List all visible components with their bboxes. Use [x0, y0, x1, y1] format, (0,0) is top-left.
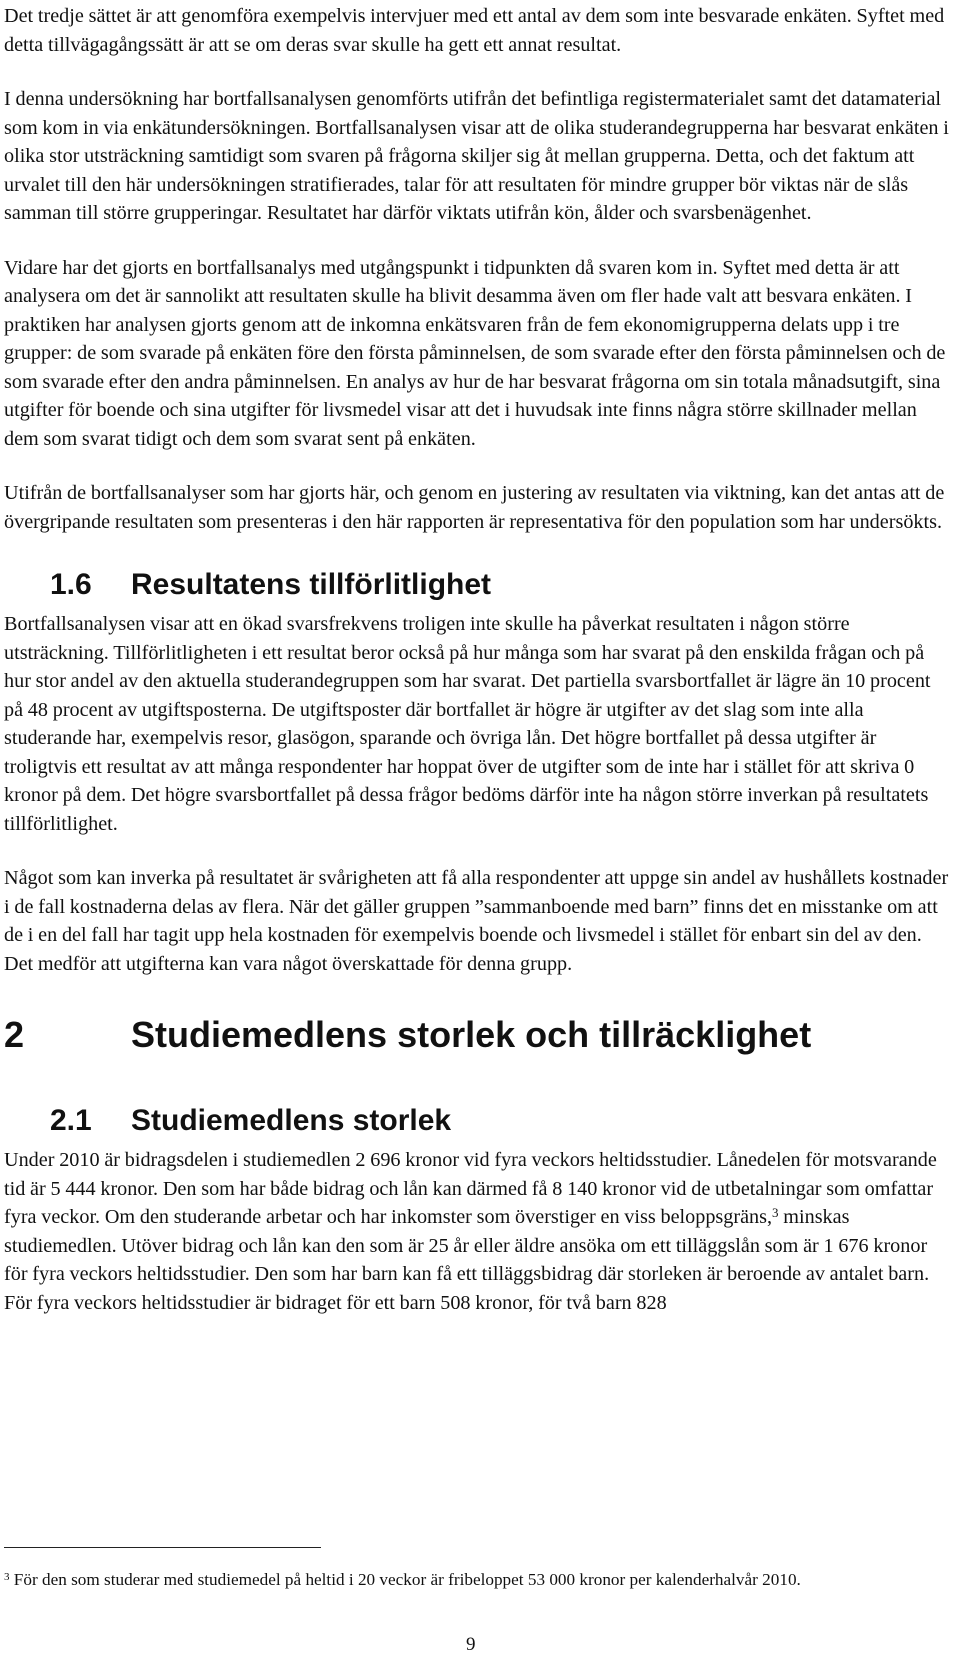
chapter-heading-2	[4, 1012, 952, 1058]
paragraph-reliability: Bortfallsanalysen visar att en ökad svarsfrekvens troligen inte skulle ha påverkat resultaten i någon större utsträckning. Tillförlitligheten i ett resultat beror också på hur många som har svarat på den enskilda frågan och på hur stor andel av den aktuella studerandegruppen som har svarat. Det partiella svarsbortfallet är lägre än 10 procent på 48 procent av utgiftsposterna. De utgiftsposter där bortfallet är högre är utgifter av det slag som inte alla studerande har, exempelvis resor, glasögon, sparande och övriga lån. Det högre bortfallet på dessa utgifter är troligtvis ett resultat av att många respondenter har hoppat över de utgifter som de inte har i stället för att skriva 0 kronor på dem. Det högre svarsbortfallet på dessa frågor bedöms därför inte ha någon större inverkan på resultatets tillförlitlighet.	[4, 613, 931, 835]
paragraph-cohabiting-costs: Något som kan inverka på resultatet är svårigheten att få alla respondenter att uppge sin andel av hushållets kostnader i de fall kostnaderna delas av flera. När det gäller gruppen ”sammanboende med barn” finns det en misstanke om att de i en del fall har tagit upp hela kostnaden för exempelvis boende och livsmedel i stället för enbart sin del av den. Det medför att utgifterna kan vara något överskattade för denna grupp.	[4, 867, 949, 975]
section-heading-1-6	[4, 566, 952, 604]
footnote-reference[interactable]: 3	[772, 1205, 779, 1221]
footnote-marker: 3	[4, 1571, 10, 1584]
footnote	[4, 1567, 884, 1592]
paragraph-text: minskas studiemedlen. Utöver bidrag och lån kan den som är 25 år eller äldre ansöka om ett tilläggslån som är 1 676 kronor för fyra veckors heltidsstudier. Den som har barn kan få ett tilläggsbidrag där storleken är beroende av antalet barn. För fyra veckors heltidsstudier är bidraget för ett barn 508 kronor, för två barn 828	[4, 1206, 930, 1314]
paragraph-text: Under 2010 är bidragsdelen i studiemedlen 2 696 kronor vid fyra veckors heltidsstudier. Lånedelen för motsvarande tid är 5 444 kronor. Den som har både bidrag och lån kan därmed få 8 140 kronor vid de utbetalningar som omfattar fyra veckor. Om den studerande arbetar och har inkomster som överstiger en viss beloppsgräns,	[4, 1149, 937, 1228]
page-number: 9	[466, 1634, 476, 1655]
footnote-divider	[4, 1547, 321, 1548]
section-title: Resultatens tillförlitlighet	[131, 568, 492, 601]
footnote-text: För den som studerar med studiemedel på heltid i 20 veckor är fribeloppet 53 000 kronor per kalenderhalvår 2010.	[9, 1570, 801, 1589]
section-number: 1.6	[50, 568, 92, 601]
paragraph-response-time-analysis: Vidare har det gjorts en bortfallsanalys med utgångspunkt i tidpunkten då svaren kom in. Syftet med detta är att analysera om det är sannolikt att resultaten skulle ha blivit desamma även om fler hade valt att besvara enkäten. I praktiken har analysen gjorts genom att de inkomna enkätsvaren från de fem ekonomigrupperna delats upp i tre grupper: de som svarade på enkäten före den första påminnelsen, de som svarade efter den första påminnelsen och de som svarade efter den andra påminnelsen. En analys av hur de har besvarat frågorna om sin totala månadsutgift, sina utgifter för boende och sina utgifter för livsmedel visar att det i huvudsak inte finns några större skillnader mellan dem som svarat tidigt och dem som svarat sent på enkäten.	[4, 256, 946, 450]
paragraph-bortfall-method-three: Det tredje sättet är att genomföra exempelvis intervjuer med ett antal av dem som inte besvarade enkäten. Syftet med detta tillvägagångssätt är att se om deras svar skulle ha gett ett annat resultat.	[4, 5, 945, 56]
chapter-title: Studiemedlens storlek och tillräcklighet	[131, 1014, 812, 1055]
section-number: 2.1	[50, 1104, 92, 1137]
section-heading-2-1	[4, 1102, 952, 1140]
chapter-number: 2	[4, 1014, 25, 1055]
paragraph-study-grant-amounts	[4, 1146, 952, 1317]
paragraph-bortfall-conclusion: Utifrån de bortfallsanalyser som har gjorts här, och genom en justering av resultaten via viktning, kan det antas att de övergripande resultaten som presenteras i den här rapporten är representativa för den population som har undersökts.	[4, 482, 945, 533]
paragraph-bortfall-analysis: I denna undersökning har bortfallsanalysen genomförts utifrån det befintliga registermaterialet samt det datamaterial som kom in via enkätundersökningen. Bortfallsanalysen visar att de olika studerandegrupperna har besvarat enkäten i olika stor utsträckning samtidigt som svaren på frågorna skiljer sig åt mellan grupperna. Detta, och det faktum att urvalet till den här undersökningen stratifierades, talar för att resultaten för mindre grupper bör viktas när de slås samman till större grupperingar. Resultatet har därför viktats utifrån kön, ålder och svarsbenägenhet.	[4, 88, 949, 224]
section-title: Studiemedlens storlek	[131, 1104, 452, 1137]
document-page	[4, 0, 952, 1317]
